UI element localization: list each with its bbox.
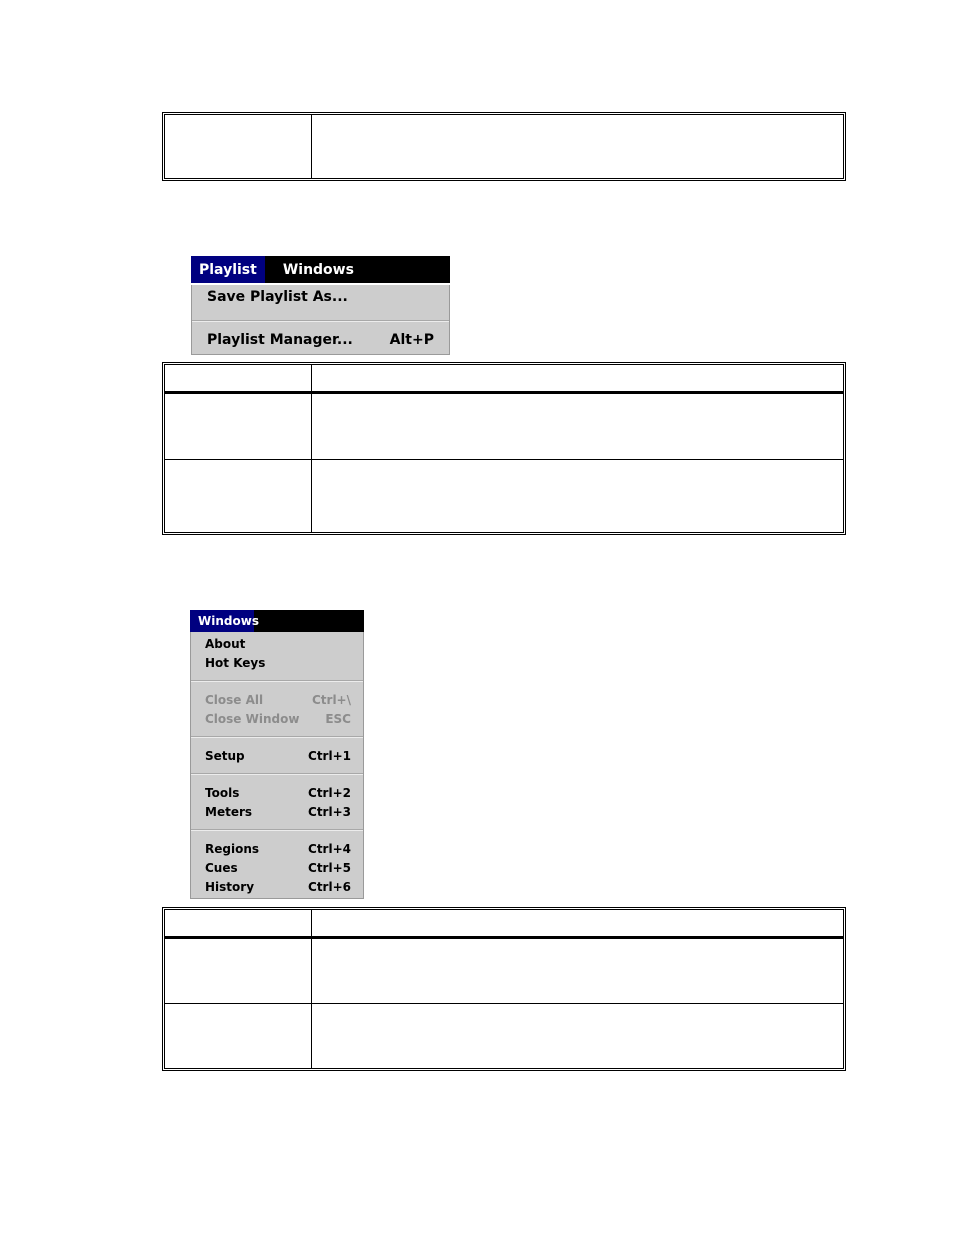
menu-item-shortcut: Ctrl+4 xyxy=(308,841,351,856)
menubar xyxy=(190,610,364,632)
menu-separator xyxy=(191,736,363,738)
menu-item-label: Cues xyxy=(205,860,238,875)
table-header-row xyxy=(165,910,843,937)
menu-item-label: Regions xyxy=(205,841,260,856)
menu-separator xyxy=(191,829,363,831)
menu-item-regions[interactable] xyxy=(191,839,363,858)
table-header-row xyxy=(165,365,843,392)
menu-item-shortcut: Ctrl+\ xyxy=(311,692,351,707)
table-cell xyxy=(165,115,312,178)
menu-item-shortcut: Ctrl+2 xyxy=(308,785,351,800)
menu-item-close-window[interactable] xyxy=(191,709,363,728)
menu-item-label: Close All xyxy=(205,692,264,707)
table-row xyxy=(165,937,843,1003)
windows-menu xyxy=(190,610,364,899)
table-cell xyxy=(312,394,843,459)
menu-item-shortcut: Ctrl+5 xyxy=(308,860,351,875)
menu-item-about[interactable] xyxy=(191,634,363,653)
table-header-cell xyxy=(312,910,843,936)
windows-description-table xyxy=(162,907,846,1071)
menu-item-shortcut: Ctrl+1 xyxy=(308,748,351,763)
menu-item-label: Hot Keys xyxy=(205,655,266,670)
menu-item-tools[interactable] xyxy=(191,783,363,802)
menubar-windows[interactable]: Windows xyxy=(190,610,254,632)
table-header-cell xyxy=(165,365,312,391)
menu-item-label: Setup xyxy=(205,748,245,763)
menu-item-playlist-manager[interactable] xyxy=(192,328,449,352)
menu-item-label: Tools xyxy=(205,785,240,800)
table-cell xyxy=(165,939,312,1003)
menu-item-label: Save Playlist As... xyxy=(207,289,348,305)
playlist-menu xyxy=(191,256,450,355)
menu-item-history[interactable] xyxy=(191,877,363,896)
menu-item-meters[interactable] xyxy=(191,802,363,821)
menu-item-label: History xyxy=(205,879,255,894)
table-header-cell xyxy=(165,910,312,936)
menu-item-label: Playlist Manager... xyxy=(207,332,353,348)
menu-item-label: Meters xyxy=(205,804,253,819)
table-cell xyxy=(312,939,843,1003)
menu-item-shortcut: ESC xyxy=(325,711,351,726)
menu-item-shortcut: Ctrl+3 xyxy=(308,804,351,819)
menu-item-hot-keys[interactable] xyxy=(191,653,363,672)
table-cell xyxy=(165,1004,312,1068)
table-row xyxy=(165,459,843,532)
menu-item-cues[interactable] xyxy=(191,858,363,877)
table-row xyxy=(165,115,843,178)
menu-item-setup[interactable] xyxy=(191,746,363,765)
menu-item-shortcut: Ctrl+6 xyxy=(308,879,351,894)
table-cell xyxy=(312,460,843,532)
playlist-menu-dropdown xyxy=(191,285,450,355)
table-cell xyxy=(165,460,312,532)
table-cell xyxy=(312,115,843,178)
menu-item-label: Close Window xyxy=(205,711,300,726)
table-row xyxy=(165,392,843,459)
table-row xyxy=(165,1003,843,1068)
menu-item-close-all[interactable] xyxy=(191,690,363,709)
menu-item-label: About xyxy=(205,636,246,651)
menu-separator xyxy=(191,773,363,775)
table-cell xyxy=(165,394,312,459)
description-table-top xyxy=(162,112,846,181)
menu-item-shortcut: Alt+P xyxy=(389,332,434,348)
table-header-cell xyxy=(312,365,843,391)
playlist-description-table xyxy=(162,362,846,535)
menubar-playlist[interactable]: Playlist xyxy=(191,256,265,283)
menu-separator xyxy=(191,680,363,682)
menu-item-save-playlist-as[interactable] xyxy=(192,285,449,309)
table-cell xyxy=(312,1004,843,1068)
menubar xyxy=(191,256,450,283)
menubar-windows[interactable]: Windows xyxy=(282,261,354,278)
menu-separator xyxy=(192,320,449,322)
windows-menu-dropdown xyxy=(190,632,364,899)
